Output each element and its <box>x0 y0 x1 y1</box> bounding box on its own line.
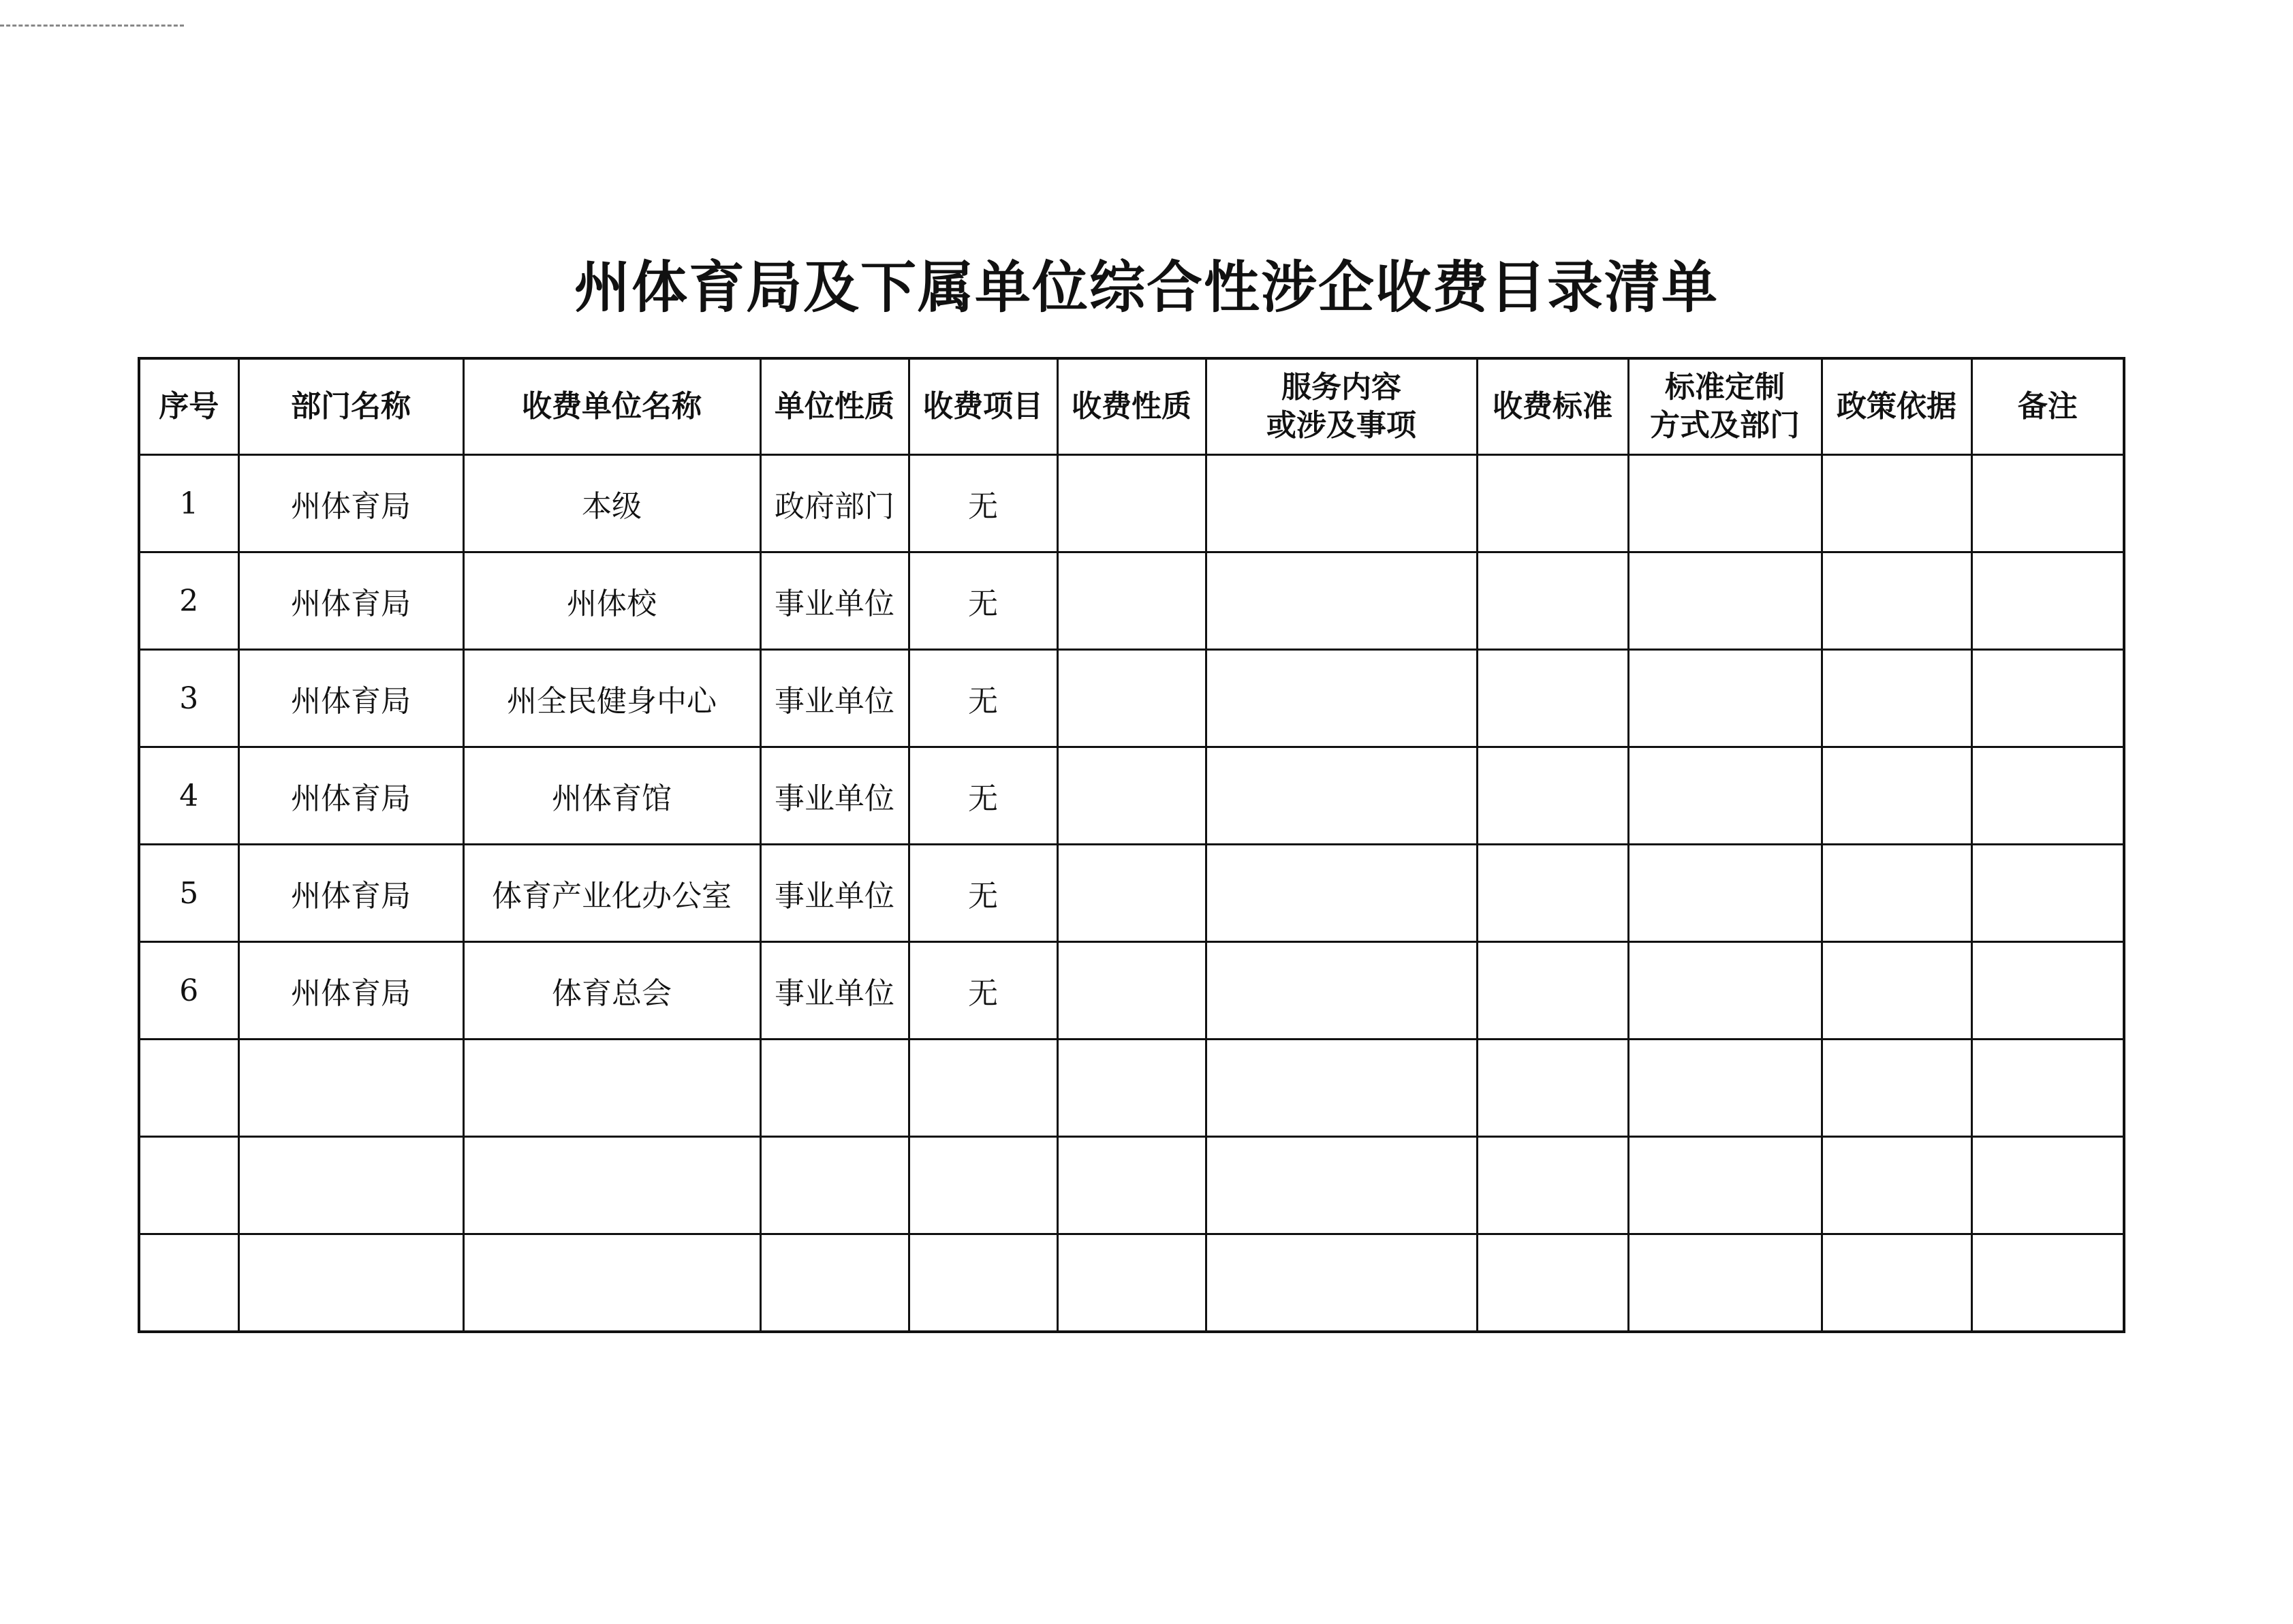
table-row <box>139 650 2124 747</box>
cell-department: 州体育局 <box>238 455 463 552</box>
cell-fee-standard <box>1477 455 1628 552</box>
cell-standard-setting <box>1628 1234 1822 1332</box>
header-fee-standard <box>1477 358 1628 455</box>
cell-standard-setting <box>1628 455 1822 552</box>
cell-fee-item: 无 <box>909 455 1057 552</box>
table-row <box>139 845 2124 942</box>
table-row <box>139 747 2124 845</box>
cell-department: 州体育局 <box>238 650 463 747</box>
cell-standard-setting <box>1628 747 1822 845</box>
cell-fee-nature <box>1057 747 1206 845</box>
header-standard-setting-line1: 标准定制 <box>1665 370 1785 405</box>
cell-fee-nature <box>1057 650 1206 747</box>
cell-fee-item: 无 <box>909 845 1057 942</box>
header-policy-basis-label: 政策依据 <box>1837 389 1956 424</box>
cell-fee-nature <box>1057 1234 1206 1332</box>
cell-unit-type: 事业单位 <box>760 650 909 747</box>
header-department <box>238 358 463 455</box>
cell-fee-item: 无 <box>909 552 1057 650</box>
cell-seq: 1 <box>139 455 238 552</box>
cell-department <box>238 1234 463 1332</box>
cell-policy-basis <box>1822 650 1971 747</box>
cell-department: 州体育局 <box>238 747 463 845</box>
cell-service-content <box>1206 942 1477 1040</box>
cell-remarks <box>1971 1137 2124 1234</box>
cell-fee-item: 无 <box>909 747 1057 845</box>
cell-department <box>238 1137 463 1234</box>
header-fee-nature-label: 收费性质 <box>1072 389 1191 424</box>
cell-service-content <box>1206 845 1477 942</box>
cell-policy-basis <box>1822 552 1971 650</box>
cell-policy-basis <box>1822 1234 1971 1332</box>
cell-remarks <box>1971 1040 2124 1137</box>
cell-unit-type <box>760 1040 909 1137</box>
cell-remarks <box>1971 845 2124 942</box>
scan-edge-mark <box>0 25 184 29</box>
cell-department: 州体育局 <box>238 552 463 650</box>
cell-policy-basis <box>1822 747 1971 845</box>
cell-policy-basis <box>1822 1137 1971 1234</box>
document-title: 州体育局及下属单位综合性涉企收费目录清单 <box>574 255 1719 320</box>
cell-standard-setting <box>1628 552 1822 650</box>
table-row <box>139 1137 2124 1234</box>
table-row <box>139 942 2124 1040</box>
cell-fee-item: 无 <box>909 942 1057 1040</box>
cell-fee-item <box>909 1234 1057 1332</box>
cell-charging-unit <box>463 1040 760 1137</box>
cell-service-content <box>1206 1137 1477 1234</box>
cell-department <box>238 1040 463 1137</box>
cell-policy-basis <box>1822 1040 1971 1137</box>
header-unit-type <box>760 358 909 455</box>
cell-charging-unit <box>463 1234 760 1332</box>
cell-fee-item: 无 <box>909 650 1057 747</box>
header-charging-unit-label: 收费单位名称 <box>522 389 702 424</box>
cell-charging-unit: 本级 <box>463 455 760 552</box>
header-standard-setting <box>1628 358 1822 455</box>
cell-remarks <box>1971 455 2124 552</box>
cell-fee-standard <box>1477 1040 1628 1137</box>
header-policy-basis <box>1822 358 1971 455</box>
cell-seq: 3 <box>139 650 238 747</box>
cell-unit-type <box>760 1137 909 1234</box>
header-service-content <box>1206 358 1477 455</box>
cell-fee-item <box>909 1040 1057 1137</box>
cell-unit-type: 事业单位 <box>760 845 909 942</box>
table-row <box>139 552 2124 650</box>
cell-policy-basis <box>1822 942 1971 1040</box>
cell-standard-setting <box>1628 650 1822 747</box>
cell-fee-nature <box>1057 1040 1206 1137</box>
cell-policy-basis <box>1822 455 1971 552</box>
header-fee-standard-label: 收费标准 <box>1493 389 1612 424</box>
cell-fee-nature <box>1057 845 1206 942</box>
cell-service-content <box>1206 552 1477 650</box>
header-fee-nature <box>1057 358 1206 455</box>
cell-standard-setting <box>1628 942 1822 1040</box>
header-remarks <box>1971 358 2124 455</box>
cell-service-content <box>1206 1234 1477 1332</box>
cell-seq: 5 <box>139 845 238 942</box>
header-service-content-line1: 服务内容 <box>1281 370 1401 405</box>
cell-unit-type: 事业单位 <box>760 747 909 845</box>
cell-fee-standard <box>1477 1137 1628 1234</box>
header-service-content-line2: 或涉及事项 <box>1266 408 1416 443</box>
header-standard-setting-line2: 方式及部门 <box>1650 408 1800 443</box>
cell-fee-standard <box>1477 747 1628 845</box>
header-seq <box>139 358 238 455</box>
cell-fee-nature <box>1057 942 1206 1040</box>
table-row <box>139 455 2124 552</box>
cell-unit-type: 事业单位 <box>760 942 909 1040</box>
cell-remarks <box>1971 650 2124 747</box>
cell-charging-unit <box>463 1137 760 1234</box>
cell-fee-standard <box>1477 1234 1628 1332</box>
cell-seq: 4 <box>139 747 238 845</box>
header-fee-item <box>909 358 1057 455</box>
cell-standard-setting <box>1628 1137 1822 1234</box>
cell-standard-setting <box>1628 1040 1822 1137</box>
cell-fee-nature <box>1057 552 1206 650</box>
table-row <box>139 1040 2124 1137</box>
cell-service-content <box>1206 1040 1477 1137</box>
fee-catalog-table <box>138 357 2125 1333</box>
cell-department: 州体育局 <box>238 942 463 1040</box>
table-row <box>139 1234 2124 1332</box>
cell-fee-standard <box>1477 942 1628 1040</box>
cell-unit-type: 政府部门 <box>760 455 909 552</box>
cell-seq: 2 <box>139 552 238 650</box>
cell-department: 州体育局 <box>238 845 463 942</box>
cell-unit-type: 事业单位 <box>760 552 909 650</box>
cell-seq <box>139 1234 238 1332</box>
cell-seq: 6 <box>139 942 238 1040</box>
cell-charging-unit: 州体校 <box>463 552 760 650</box>
cell-fee-standard <box>1477 552 1628 650</box>
cell-seq <box>139 1040 238 1137</box>
cell-standard-setting <box>1628 845 1822 942</box>
cell-charging-unit: 州体育馆 <box>463 747 760 845</box>
cell-fee-item <box>909 1137 1057 1234</box>
cell-charging-unit: 体育总会 <box>463 942 760 1040</box>
cell-remarks <box>1971 552 2124 650</box>
header-department-label: 部门名称 <box>291 389 411 424</box>
header-unit-type-label: 单位性质 <box>775 389 894 424</box>
cell-unit-type <box>760 1234 909 1332</box>
cell-fee-nature <box>1057 455 1206 552</box>
cell-charging-unit: 州全民健身中心 <box>463 650 760 747</box>
cell-fee-standard <box>1477 845 1628 942</box>
cell-remarks <box>1971 1234 2124 1332</box>
cell-service-content <box>1206 747 1477 845</box>
cell-fee-standard <box>1477 650 1628 747</box>
cell-remarks <box>1971 942 2124 1040</box>
header-charging-unit <box>463 358 760 455</box>
cell-seq <box>139 1137 238 1234</box>
table-header-row <box>139 358 2124 455</box>
cell-service-content <box>1206 650 1477 747</box>
cell-charging-unit: 体育产业化办公室 <box>463 845 760 942</box>
header-fee-item-label: 收费项目 <box>923 389 1043 424</box>
cell-fee-nature <box>1057 1137 1206 1234</box>
header-seq-label: 序号 <box>159 389 219 424</box>
cell-policy-basis <box>1822 845 1971 942</box>
cell-service-content <box>1206 455 1477 552</box>
cell-remarks <box>1971 747 2124 845</box>
header-remarks-label: 备注 <box>2017 389 2078 424</box>
